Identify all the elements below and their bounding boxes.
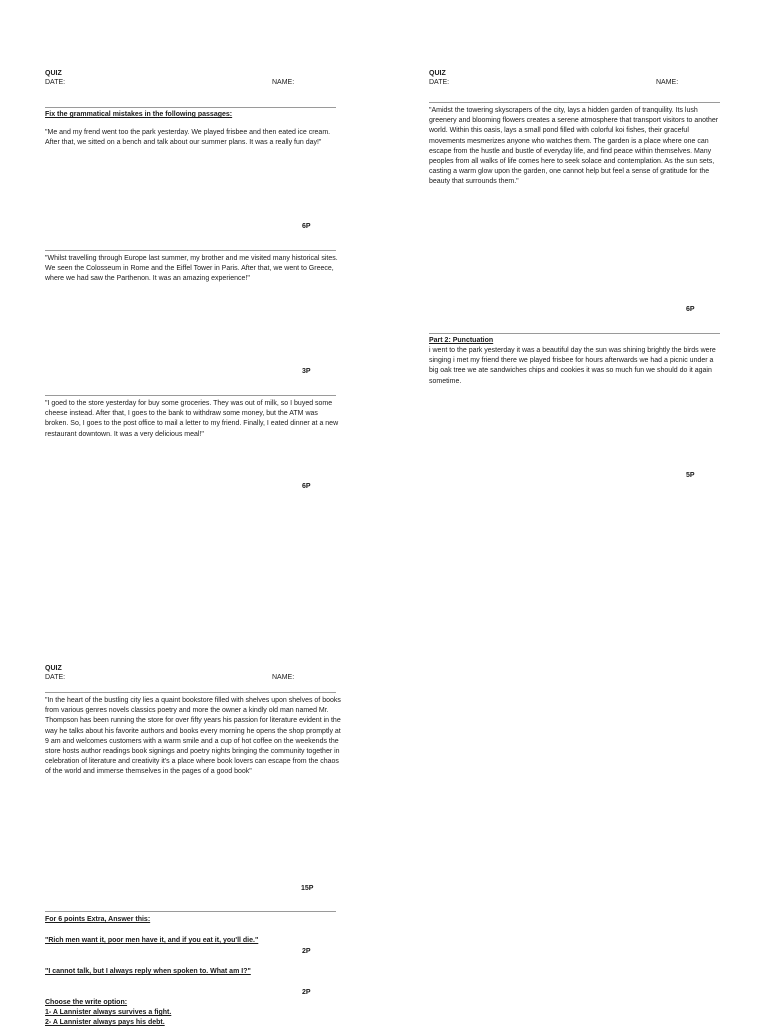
quiz1-rule-1 [45,107,336,108]
quiz3-extra-title: For 6 points Extra, Answer this: [45,916,151,923]
quiz1-date-label: DATE: [45,79,66,86]
quiz1-points-1: 6P [302,223,311,230]
quiz3-riddle-1: "Rich men want it, poor men have it, and if you eat it, you'll die." [45,937,259,944]
quiz2-date-label: DATE: [429,79,450,86]
quiz1-rule-3 [45,395,336,396]
quiz1-name-label: NAME: [272,79,295,86]
quiz2-part2-title: Part 2: Punctuation [429,337,494,344]
quiz2-passage-2: i went to the park yesterday it was a beautiful day the sun was shining brightly the birds were singing i met my friend there we played frisbee for hours afterwards we had a picnic under a big oak tree we ate sandwiches chips and cookies it was so much fun we should do it again sometime. [429,347,716,385]
quiz2-points-2: 5P [686,472,695,479]
quiz3-option-2: 2- A Lannister always pays his debt. [45,1019,165,1026]
quiz3-choose-title: Choose the write option: [45,999,128,1006]
quiz3-passage-1: "In the heart of the bustling city lies a quaint bookstore filled with shelves upon shelves of books from various genres novels classics poetry and more the owner a kindly old man named Mr. Thompson has been running the store for over fifty years his passion for literature evident in the way he talks about his favorite authors and books every morning he opens the shop promptly at 9 am and welcomes customers with a warm smile and a cup of hot coffee on the weekends the store hosts author readings book signings and poetry nights bringing the community together in celebration of literature and creativity it's a place where book lovers can escape from the chaos of the world and immerse themselves in the pages of a good book" [45,697,341,776]
quiz2-rule-2 [429,333,720,334]
quiz3-label: QUIZ [45,665,62,672]
quiz1-passage-1: "Me and my frend went too the park yesterday. We played frisbee and then eated ice cream. After that, we sitted on a bench and talk about our summer plans. It was a really fun day!" [45,129,331,147]
quiz3-rule-1 [45,692,336,693]
quiz1-rule-2 [45,250,336,251]
quiz3-riddle-1-points: 2P [302,948,311,955]
quiz1-label: QUIZ [45,70,62,77]
quiz2-rule-1 [429,102,720,103]
quiz1-points-3: 6P [302,483,311,490]
quiz3-option-1: 1- A Lannister always survives a fight. [45,1009,172,1016]
quiz3-rule-2 [45,911,336,912]
quiz2-name-label: NAME: [656,79,679,86]
quiz3-name-label: NAME: [272,674,295,681]
quiz3-riddle-2: "I cannot talk, but I always reply when spoken to. What am I?" [45,968,251,975]
quiz2-label: QUIZ [429,70,446,77]
quiz1-passage-2: "Whilst travelling through Europe last summer, my brother and me visited many historical sites. We seen the Colosseum in Rome and the Eiffel Tower in Paris. After that, we went to Greece, where we had saw the Parthenon. It was an amazing experience!" [45,255,338,283]
quiz1-passage-3: "I goed to the store yesterday for buy some groceries. They was out of milk, so I buyed some cheese instead. After that, I goes to the bank to withdraw some money, but the ATM was broken. So, I goes to the post office to mail a letter to my friend. Finally, I eated dinner at a new restaurant downtown. It was a very delicious meal!" [45,400,339,438]
quiz3-riddle-2-points: 2P [302,989,311,996]
quiz1-instruction: Fix the grammatical mistakes in the following passages: [45,111,233,118]
quiz3-points-1: 15P [301,885,314,892]
quiz2-passage-1: "Amidst the towering skyscrapers of the city, lays a hidden garden of tranquility. Its lush greenery and blooming flowers creates a serene atmosphere that transport visitors to another world. Within this oasis, lays a small pond filled with colorful koi fishes, their graceful movements mesmerizes anyone who watches them. The garden is a place where one can escape from the hustle and bustle of everyday life, and find peace within themselves. Many peoples from all walks of life comes here to seek solace and contemplation. As the sun sets, casting a warm glow upon the garden, one cannot help but feel a sense of gratitude for the beauty that surrounds them." [429,107,719,186]
quiz3-date-label: DATE: [45,674,66,681]
quiz1-points-2: 3P [302,368,311,375]
quiz2-points-1: 6P [686,306,695,313]
